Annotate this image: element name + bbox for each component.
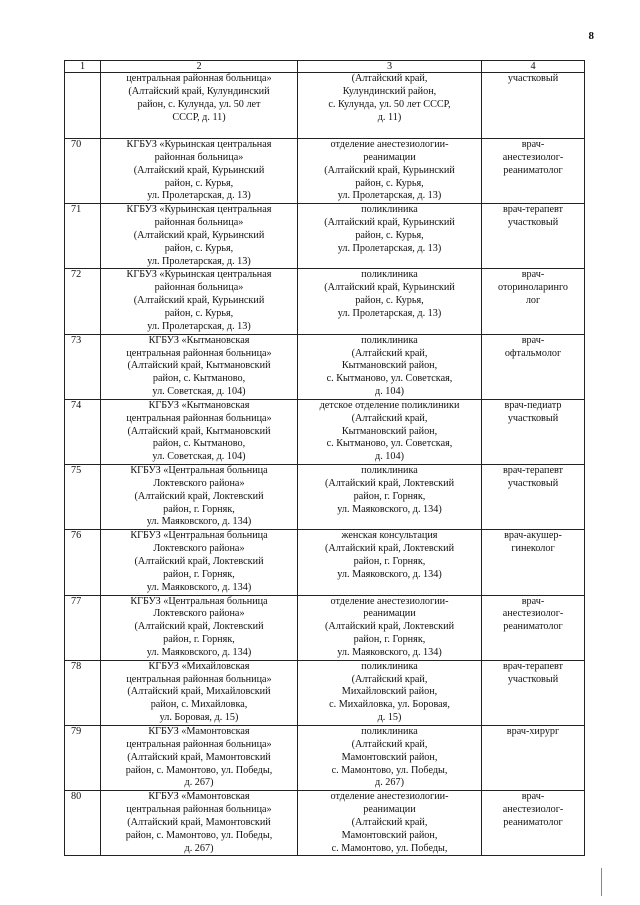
row-number: 74 <box>65 399 101 464</box>
workplace-cell: женская консультация (Алтайский край, Локтевский район, г. Горняк, ул. Маяковского, д. 134) <box>298 530 482 595</box>
table-row <box>65 465 585 530</box>
organization-cell: центральная районная больница» (Алтайский край, Кулундинский район, с. Кулунда, ул. 50 лет СССР, д. 11) <box>101 73 298 139</box>
position-cell: врач- офтальмолог <box>482 334 585 399</box>
row-number: 77 <box>65 595 101 660</box>
organization-cell: КГБУЗ «Курьинская центральная районная больница» (Алтайский край, Курьинский район, с. Курья, ул. Пролетарская, д. 13) <box>101 204 298 269</box>
position-cell: врач-педиатр участковый <box>482 399 585 464</box>
position-cell: врач- анестезиолог- реаниматолог <box>482 139 585 204</box>
row-number: 73 <box>65 334 101 399</box>
workplace-cell: поликлиника (Алтайский край, Курьинский район, с. Курья, ул. Пролетарская, д. 13) <box>298 204 482 269</box>
position-cell: врач- анестезиолог- реаниматолог <box>482 595 585 660</box>
scan-margin-mark <box>601 868 602 896</box>
row-number: 70 <box>65 139 101 204</box>
table-row <box>65 595 585 660</box>
table-row <box>65 725 585 790</box>
table-row <box>65 204 585 269</box>
row-number: 72 <box>65 269 101 334</box>
row-number: 79 <box>65 725 101 790</box>
header-col-1: 1 <box>65 61 101 73</box>
organization-cell: КГБУЗ «Кытмановская центральная районная больница» (Алтайский край, Кытмановский район, с. Кытманово, ул. Советская, д. 104) <box>101 334 298 399</box>
position-cell: врач-терапевт участковый <box>482 660 585 725</box>
table-row <box>65 530 585 595</box>
workplace-cell: поликлиника (Алтайский край, Курьинский район, с. Курья, ул. Пролетарская, д. 13) <box>298 269 482 334</box>
organization-cell: КГБУЗ «Мамонтовская центральная районная больница» (Алтайский край, Мамонтовский район, с. Мамонтово, ул. Победы, д. 267) <box>101 791 298 856</box>
table-row <box>65 660 585 725</box>
position-cell: врач-терапевт участковый <box>482 204 585 269</box>
header-col-4: 4 <box>482 61 585 73</box>
position-cell: врач-хирург <box>482 725 585 790</box>
workplace-cell: поликлиника (Алтайский край, Мамонтовский район, с. Мамонтово, ул. Победы, д. 267) <box>298 725 482 790</box>
workplace-cell: (Алтайский край, Кулундинский район, с. Кулунда, ул. 50 лет СССР, д. 11) <box>298 73 482 139</box>
row-number: 80 <box>65 791 101 856</box>
table-row <box>65 399 585 464</box>
position-cell: врач-акушер- гинеколог <box>482 530 585 595</box>
workplace-cell: отделение анестезиологии- реанимации (Алтайский край, Мамонтовский район, с. Мамонтово, ул. Победы, <box>298 791 482 856</box>
organization-cell: КГБУЗ «Мамонтовская центральная районная больница» (Алтайский край, Мамонтовский район, с. Мамонтово, ул. Победы, д. 267) <box>101 725 298 790</box>
position-cell: участковый <box>482 73 585 139</box>
table-row <box>65 269 585 334</box>
position-cell: врач-терапевт участковый <box>482 465 585 530</box>
organization-cell: КГБУЗ «Курьинская центральная районная больница» (Алтайский край, Курьинский район, с. Курья, ул. Пролетарская, д. 13) <box>101 269 298 334</box>
row-number: 76 <box>65 530 101 595</box>
header-col-3: 3 <box>298 61 482 73</box>
table-row <box>65 791 585 856</box>
workplace-cell: отделение анестезиологии- реанимации (Алтайский край, Курьинский район, с. Курья, ул. Пролетарская, д. 13) <box>298 139 482 204</box>
table-row <box>65 73 585 139</box>
document-table <box>64 60 585 856</box>
organization-cell: КГБУЗ «Кытмановская центральная районная больница» (Алтайский край, Кытмановский район, с. Кытманово, ул. Советская, д. 104) <box>101 399 298 464</box>
workplace-cell: поликлиника (Алтайский край, Локтевский район, г. Горняк, ул. Маяковского, д. 134) <box>298 465 482 530</box>
workplace-cell: детское отделение поликлиники (Алтайский край, Кытмановский район, с. Кытманово, ул. Советская, д. 104) <box>298 399 482 464</box>
organization-cell: КГБУЗ «Центральная больница Локтевского района» (Алтайский край, Локтевский район, г. Горняк, ул. Маяковского, д. 134) <box>101 595 298 660</box>
table-row <box>65 334 585 399</box>
workplace-cell: отделение анестезиологии- реанимации (Алтайский край, Локтевский район, г. Горняк, ул. Маяковского, д. 134) <box>298 595 482 660</box>
page-number: 8 <box>588 30 594 42</box>
row-number: 71 <box>65 204 101 269</box>
organization-cell: КГБУЗ «Центральная больница Локтевского района» (Алтайский край, Локтевский район, г. Горняк, ул. Маяковского, д. 134) <box>101 530 298 595</box>
workplace-cell: поликлиника (Алтайский край, Михайловский район, с. Михайловка, ул. Боровая, д. 15) <box>298 660 482 725</box>
row-number: 75 <box>65 465 101 530</box>
position-cell: врач- оториноларинго лог <box>482 269 585 334</box>
position-cell: врач- анестезиолог- реаниматолог <box>482 791 585 856</box>
header-col-2: 2 <box>101 61 298 73</box>
organization-cell: КГБУЗ «Центральная больница Локтевского района» (Алтайский край, Локтевский район, г. Горняк, ул. Маяковского, д. 134) <box>101 465 298 530</box>
organization-cell: КГБУЗ «Курьинская центральная районная больница» (Алтайский край, Курьинский район, с. Курья, ул. Пролетарская, д. 13) <box>101 139 298 204</box>
organization-cell: КГБУЗ «Михайловская центральная районная больница» (Алтайский край, Михайловский район, с. Михайловка, ул. Боровая, д. 15) <box>101 660 298 725</box>
workplace-cell: поликлиника (Алтайский край, Кытмановский район, с. Кытманово, ул. Советская, д. 104) <box>298 334 482 399</box>
table-header-row <box>65 61 585 73</box>
row-number <box>65 73 101 139</box>
table-row <box>65 139 585 204</box>
row-number: 78 <box>65 660 101 725</box>
